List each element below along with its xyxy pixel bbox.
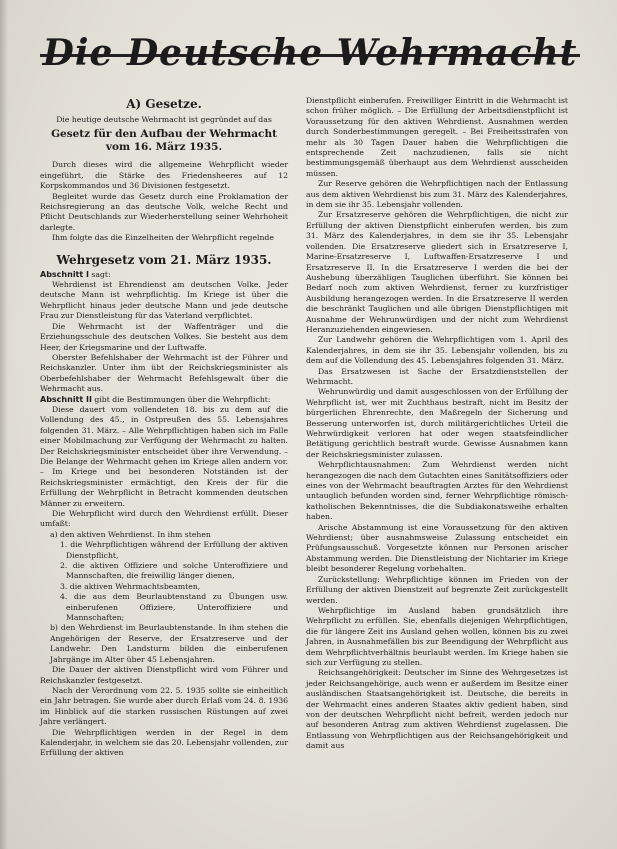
law-title-line-2: vom 16. März 1935.: [105, 141, 223, 154]
list-item: b) den Wehrdienst im Beurlaubtenstande. In ihm stehen die Angehörigen der Reserve, der Ersatzreserve und der Landwehr. Den Landsturm bilden die einberufenen Jahrgänge im Alter über 45 Lebensjahren.: [50, 623, 288, 664]
abschnitt-1-suffix: sagt:: [88, 269, 111, 279]
paragraph: Oberster Befehlshaber der Wehrmacht ist der Führer und Reichskanzler. Unter ihm übt der Reichskriegsminister als Oberbefehlshaber der Wehrmacht Befehlsgewalt über die Wehrmacht aus.: [40, 352, 288, 394]
paragraph: Arische Abstammung ist eine Voraussetzung für den aktiven Wehrdienst; über ausnahmsweise Zulassung entscheidet ein Prüfungsausschuß. Vorgesetzte können nur Personen arischer Abstammung werden. Die Dienstleistung der Nichtarier im Kriege bleibt besonderer Regelung vorbehalten.: [306, 522, 568, 574]
paragraph: Nach der Verordnung vom 22. 5. 1935 sollte sie einheitlich ein Jahr betragen. Sie wurde aber durch Erlaß vom 24. 8. 1936 im Hinblick auf die starken russischen Rüstungen auf zwei Jahre verlängert.: [40, 685, 288, 727]
page-edge-shadow: [0, 0, 8, 849]
list-item: 4. die aus dem Beurlaubtenstand zu Übungen usw. einberufenen Offiziere, Unteroffiziere und Mannschaften;: [60, 592, 288, 623]
law-title: [40, 128, 288, 154]
paragraph: Diese dauert vom vollendeten 18. bis zu dem auf die Vollendung des 45., in Ostpreußen des 55. Lebensjahres folgenden 31. März. – Alle Wehrpflichtigen haben sich im Falle einer Mobilmachung zur Verfügung der Wehrmacht zu halten. Der Reichskriegsminister entscheidet über ihre Verwendung. – Die Belange der Wehrmacht gehen im Kriege allen andern vor. – Im Kriege und bei besonderen Notständen ist der Reichskriegsminister ermächtigt, den Kreis der für die Erfüllung der Wehrpflicht in Betracht kommenden deutschen Männer zu erweitern.: [40, 404, 288, 508]
paragraph: Wehrdienst ist Ehrendienst am deutschen Volke. Jeder deutsche Mann ist wehrpflichtig. Im Kriege ist über die Wehrpflicht hinaus jeder deutsche Mann und jede deutsche Frau zur Dienstleistung für das Vaterland verpflichtet.: [40, 280, 288, 321]
section-heading: A) Gesetze.: [126, 97, 202, 111]
wehrdienst-list: [40, 530, 288, 665]
abschnitt-2-suffix: gibt die Bestimmungen über die Wehrpflicht:: [91, 394, 271, 404]
masthead: [40, 30, 580, 82]
paragraph: Die Wehrmacht ist der Waffenträger und die Erziehungsschule des deutschen Volkes. Sie besteht aus dem Heer, der Kriegsmarine und der Luftwaffe.: [40, 321, 288, 352]
paragraph: Begleitet wurde das Gesetz durch eine Proklamation der Reichsregierung an das deutsche Volk, welche Recht und Pflicht Deutschlands zur Wiederherstellung seiner Wehrhoheit darlegte.: [40, 191, 288, 232]
paragraph: Zur Ersatzreserve gehören die Wehrpflichtigen, die nicht zur Erfüllung der aktiven Dienstpflicht einberufen werden, bis zum 31. März des Kalenderjahres, in dem sie ihr 35. Lebensjahr vollenden. Die Ersatzreserve gliedert sich in Ersatzreserve I, Marine-Ersatzreserve I, Luftwaffen-Ersatzreserve I und Ersatzreserve II. In die Ersatzreserve I werden die bei der Aushebung überzähligen Tauglichen überführt. Sie können bei Bedarf noch zum aktiven Wehrdienst, ferner zu kurzfristiger Ausbildung herangezogen werden. In die Ersatzreserve II werden die beschränkt Tauglichen und alle übrigen Dienstpflichtigen mit Ausnahme der Wehrunwürdigen und der nicht zum Wehrdienst Heranzuziehenden eingewiesen.: [306, 210, 568, 334]
paragraph: Durch dieses wird die allgemeine Wehrpflicht wieder eingeführt, die Stärke des Friedensheeres auf 12 Korpskommandos und 36 Divisionen festgesetzt.: [40, 160, 288, 191]
paragraph: Wehrunwürdig und damit ausgeschlossen von der Erfüllung der Wehrpflicht ist, wer mit Zuchthaus bestraft, nicht im Besitz der bürgerlichen Ehrenrechte, den Maßregeln der Sicherung und Besserung unterworfen ist, durch militärgerichtliches Urteil die Wehrwürdigkeit verloren hat oder wegen staatsfeindlicher Betätigung gerichtlich bestraft wurde. Gewisse Ausnahmen kann der Reichskriegsminister zulassen.: [306, 387, 568, 459]
list-item: 1. die Wehrpflichtigen während der Erfüllung der aktiven Dienstpflicht,: [60, 540, 288, 560]
law-title-line-1: Gesetz für den Aufbau der Wehrmacht: [51, 128, 277, 141]
abschnitt-1-label: Abschnitt I: [40, 269, 89, 279]
left-column: [40, 96, 288, 759]
list-item: 2. die aktiven Offiziere und solche Unteroffiziere und Mannschaften, die freiwillig länger dienen,: [60, 561, 288, 581]
paragraph: Wehrpflichtausnahmen: Zum Wehrdienst werden nicht herangezogen die nach dem Gutachten eines Sanitätsoffiziers oder eines von der Wehrmacht beauftragten Arztes für den Wehrdienst untauglich befunden worden sind, ferner Wehrpflichtige römisch-katholischen Bekenntnisses, die die Subdiakonatsweihe erhalten haben.: [306, 460, 568, 522]
paragraph: Ihm folgte das die Einzelheiten der Wehrpflicht regelnde: [52, 233, 274, 243]
wehrgesetz-heading: Wehrgesetz vom 21. März 1935.: [56, 252, 272, 267]
paragraph: Das Ersatzwesen ist Sache der Ersatzdienststellen der Wehrmacht.: [306, 366, 568, 386]
right-column: [306, 96, 568, 752]
paragraph: Die Dauer der aktiven Dienstpflicht wird vom Führer und Reichskanzler festgesetzt.: [40, 665, 288, 685]
paragraph: Zur Landwehr gehören die Wehrpflichtigen vom 1. April des Kalenderjahres, in dem sie ihr 35. Lebensjahr vollenden, bis zu dem auf die Vollendung des 45. Lebensjahres folgenden 31. März.: [306, 335, 568, 366]
list-item: 3. die aktiven Wehrmachtsbeamten,: [60, 581, 201, 591]
abschnitt-1-intro: [40, 270, 288, 280]
list-item: a) den aktiven Wehrdienst. In ihm stehen: [50, 529, 211, 539]
paragraph: Die Wehrpflicht wird durch den Wehrdienst erfüllt. Dieser umfaßt:: [40, 509, 288, 529]
paragraph: Reichsangehörigkeit: Deutscher im Sinne des Wehrgesetzes ist jeder Reichsangehörige, auch wenn er außerdem im Besitze einer ausländischen Staatsangehörigkeit ist. Deutsche, die bereits in der Wehrmacht eines anderen Staates aktiv gedient haben, sind von der deutschen Wehrpflicht nicht befreit, werden jedoch nur auf besonderen Antrag zum aktiven Wehrdienst zugelassen. Die Entlassung von Wehrpflichtigen aus der Reichsangehörigkeit und damit aus: [306, 668, 568, 751]
paragraph: Die Wehrpflichtigen werden in der Regel in dem Kalenderjahr, in welchem sie das 20. Lebensjahr vollenden, zur Erfüllung der aktiven: [40, 727, 288, 758]
abschnitt-2-label: Abschnitt II: [40, 394, 92, 404]
page-title: Die Deutsche Wehrmacht: [42, 32, 578, 74]
paragraph: Dienstpflicht einberufen. Freiwilliger Eintritt in die Wehrmacht ist schon früher möglich. – Die Erfüllung der Arbeitsdienstpflicht ist Voraussetzung für den aktiven Wehrdienst. Ausnahmen werden durch Sonderbestimmungen geregelt. – Bei Freiheitsstrafen von mehr als 30 Tagen Dauer haben die Wehrpflichtigen die entsprechende Zeit nachzudienen, falls sie nicht bestimmungsgemäß überhaupt aus dem Wehrdienst ausscheiden müssen.: [306, 96, 568, 178]
paragraph: Wehrpflichtige im Ausland haben grundsätzlich ihre Wehrpflicht zu erfüllen. Sie, ebenfalls diejenigen Wehrpflichtigen, die für längere Zeit ins Ausland gehen wollen, können bis zu zwei Jahren, in Ausnahmefällen bis zur Beendigung der Wehrpflicht aus dem Wehrpflichtverhältnis beurlaubt werden. Im Kriege haben sie sich zur Verfügung zu stellen.: [306, 605, 568, 667]
paragraph: Zurückstellung: Wehrpflichtige können im Frieden von der Erfüllung der aktiven Dienstzeit auf begrenzte Zeit zurückgestellt werden.: [306, 574, 568, 605]
paragraph: Zur Reserve gehören die Wehrpflichtigen nach der Entlassung aus dem aktiven Wehrdienst bis zum 31. März des Kalenderjahres, in dem sie ihr 35. Lebensjahr vollenden.: [306, 179, 568, 210]
intro-text: Die heutige deutsche Wehrmacht ist gegründet auf das: [56, 115, 272, 124]
abschnitt-2-intro: [40, 395, 288, 405]
